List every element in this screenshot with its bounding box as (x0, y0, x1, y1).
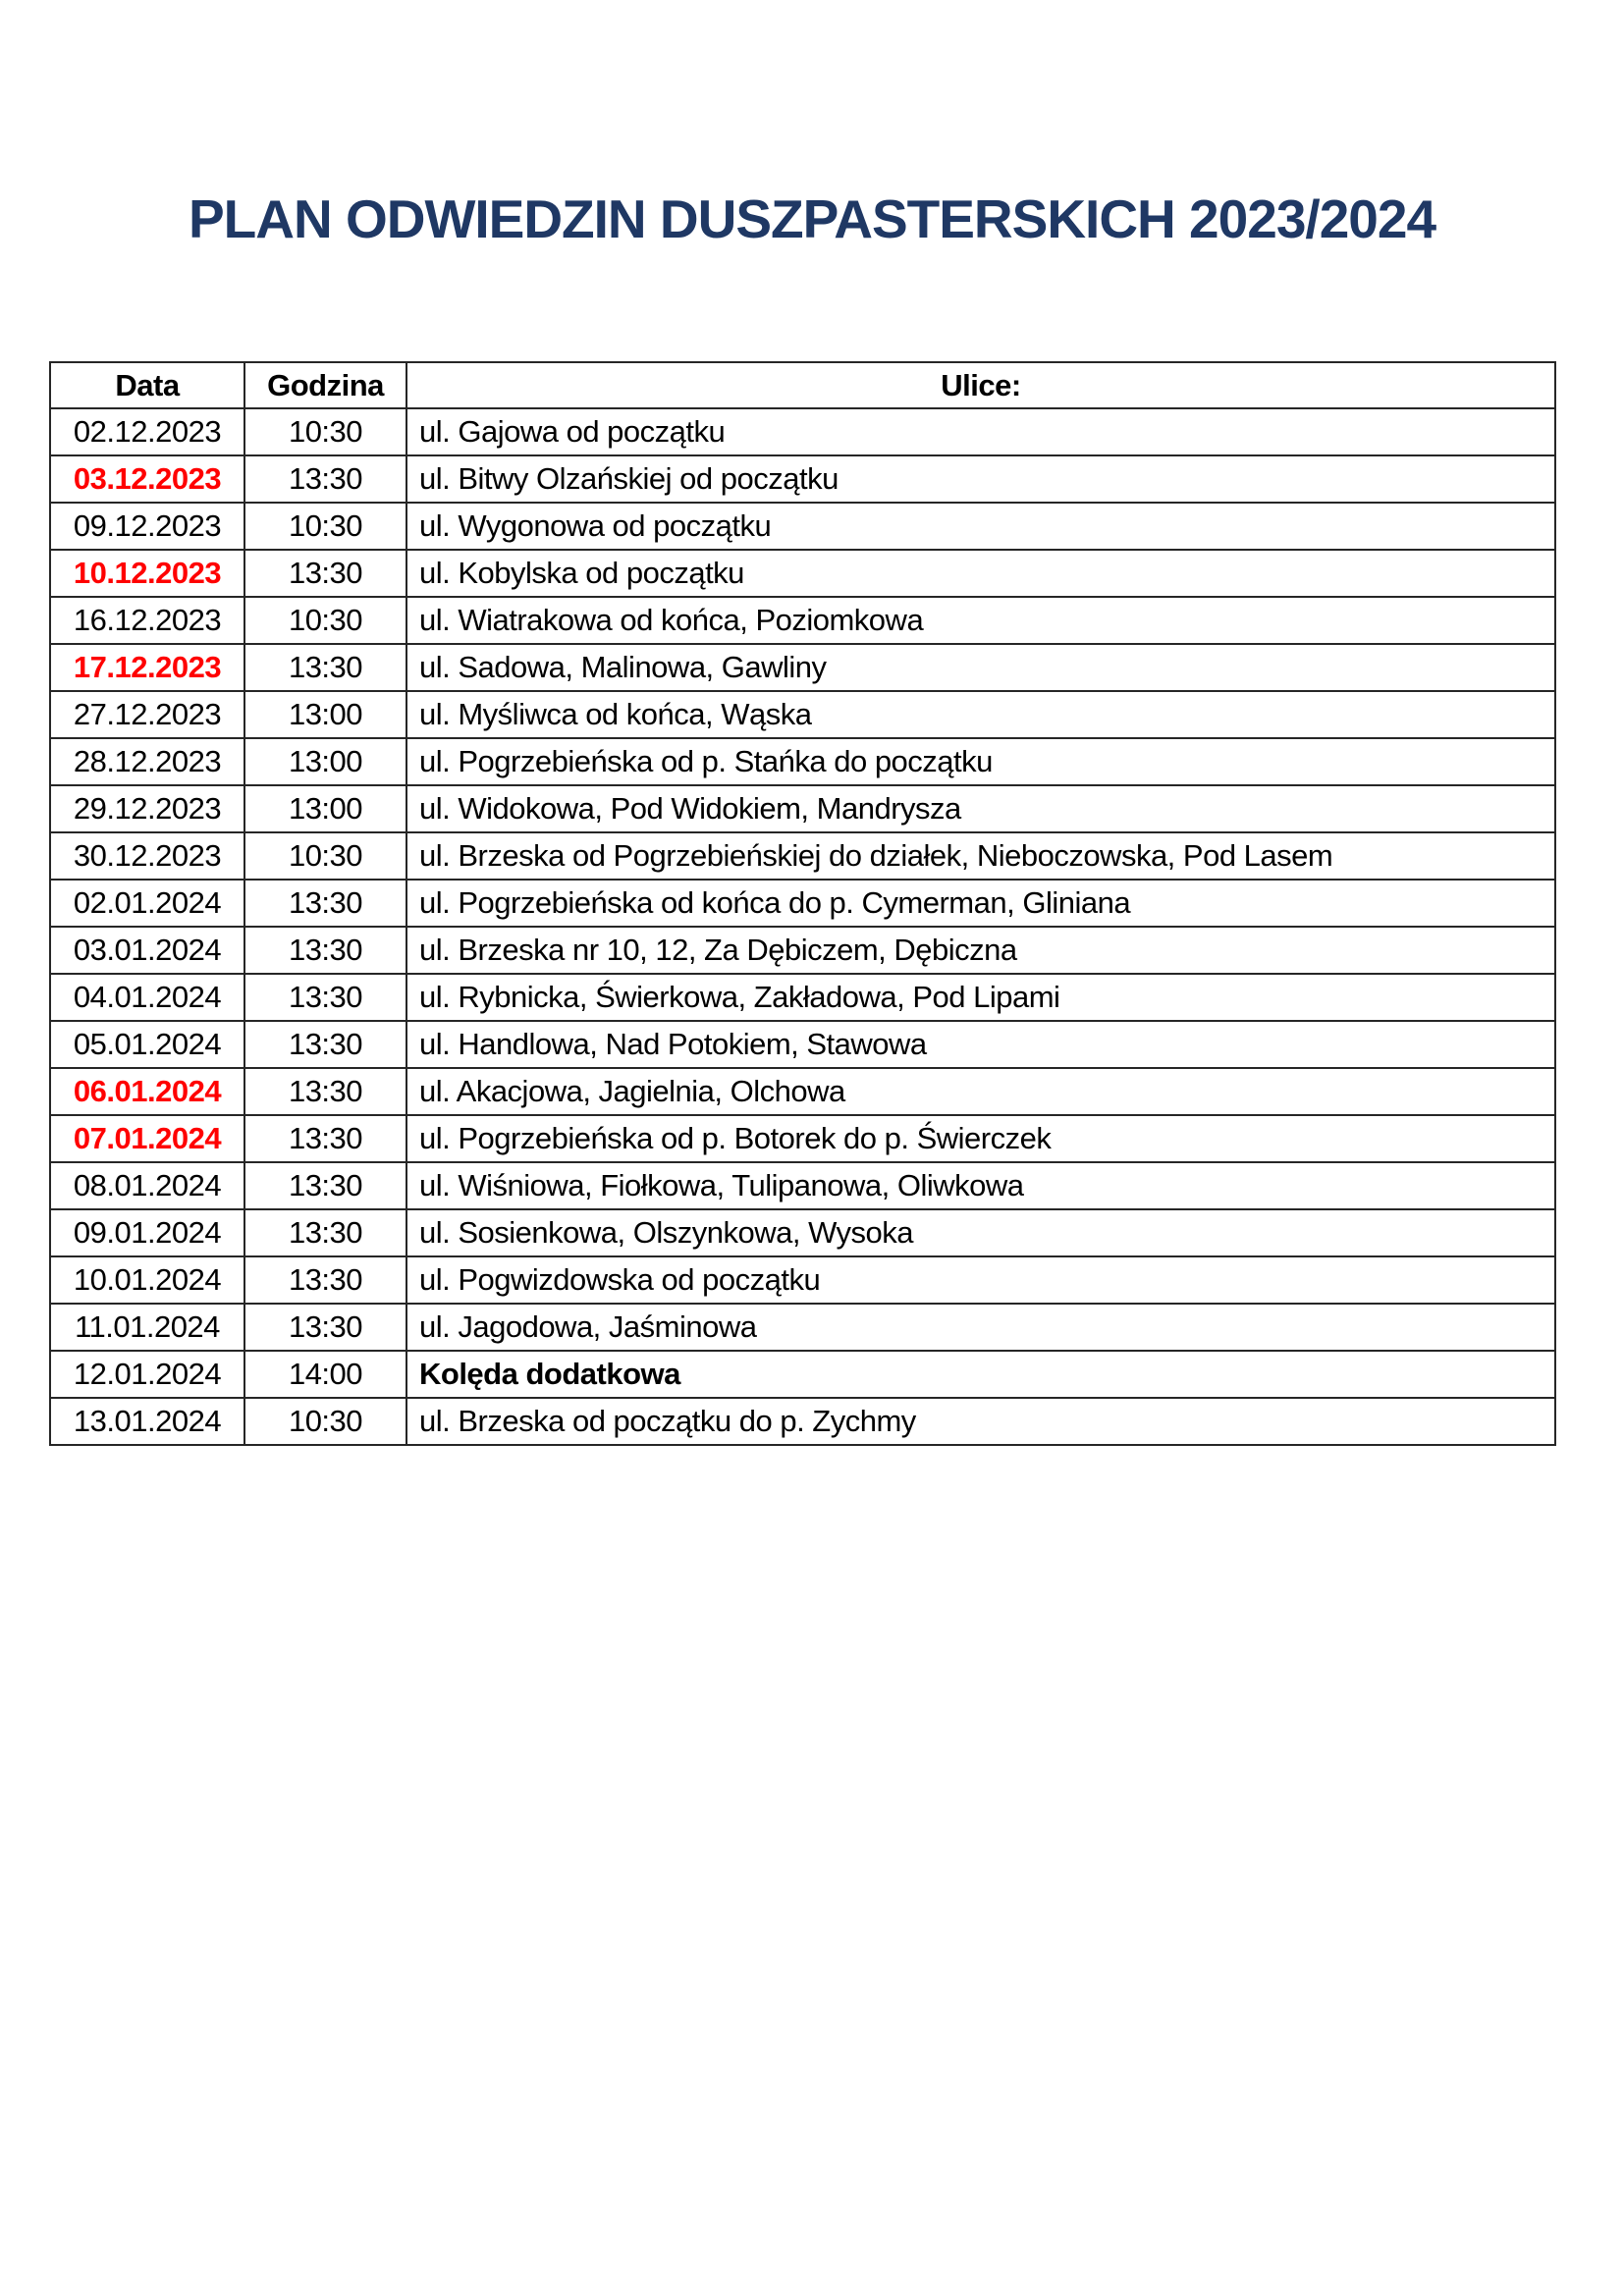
table-row (50, 927, 1555, 974)
streets-cell: ul. Wiatrakowa od końca, Poziomkowa (406, 597, 1555, 644)
time-cell: 13:30 (244, 644, 406, 691)
column-header-time: Godzina (244, 362, 406, 408)
time-cell: 13:00 (244, 785, 406, 832)
table-row (50, 691, 1555, 738)
table-row (50, 1304, 1555, 1351)
time-cell: 13:30 (244, 1021, 406, 1068)
table-row (50, 832, 1555, 880)
date-cell: 03.12.2023 (50, 455, 244, 503)
time-cell: 10:30 (244, 832, 406, 880)
time-cell: 13:30 (244, 974, 406, 1021)
streets-cell: ul. Akacjowa, Jagielnia, Olchowa (406, 1068, 1555, 1115)
date-cell: 06.01.2024 (50, 1068, 244, 1115)
time-cell: 13:30 (244, 550, 406, 597)
date-cell: 04.01.2024 (50, 974, 244, 1021)
date-cell: 08.01.2024 (50, 1162, 244, 1209)
streets-cell: ul. Brzeska od początku do p. Zychmy (406, 1398, 1555, 1445)
date-cell: 05.01.2024 (50, 1021, 244, 1068)
streets-cell: Kolęda dodatkowa (406, 1351, 1555, 1398)
table-row (50, 503, 1555, 550)
date-cell: 11.01.2024 (50, 1304, 244, 1351)
date-cell: 09.01.2024 (50, 1209, 244, 1256)
table-row (50, 1021, 1555, 1068)
time-cell: 13:30 (244, 880, 406, 927)
time-cell: 10:30 (244, 408, 406, 455)
time-cell: 10:30 (244, 1398, 406, 1445)
time-cell: 13:30 (244, 927, 406, 974)
table-row (50, 408, 1555, 455)
time-cell: 13:00 (244, 691, 406, 738)
streets-cell: ul. Myśliwca od końca, Wąska (406, 691, 1555, 738)
streets-cell: ul. Rybnicka, Świerkowa, Zakładowa, Pod Lipami (406, 974, 1555, 1021)
date-cell: 30.12.2023 (50, 832, 244, 880)
time-cell: 13:30 (244, 1304, 406, 1351)
date-cell: 28.12.2023 (50, 738, 244, 785)
table-row (50, 1115, 1555, 1162)
streets-cell: ul. Pogwizdowska od początku (406, 1256, 1555, 1304)
visit-schedule-table (49, 361, 1556, 1446)
time-cell: 13:30 (244, 1068, 406, 1115)
streets-cell: ul. Widokowa, Pod Widokiem, Mandrysza (406, 785, 1555, 832)
time-cell: 13:30 (244, 1115, 406, 1162)
date-cell: 02.01.2024 (50, 880, 244, 927)
streets-cell: ul. Brzeska od Pogrzebieńskiej do działek, Nieboczowska, Pod Lasem (406, 832, 1555, 880)
date-cell: 16.12.2023 (50, 597, 244, 644)
streets-cell: ul. Wygonowa od początku (406, 503, 1555, 550)
streets-cell: ul. Pogrzebieńska od p. Botorek do p. Świerczek (406, 1115, 1555, 1162)
table-row (50, 785, 1555, 832)
date-cell: 27.12.2023 (50, 691, 244, 738)
table-row (50, 455, 1555, 503)
table-body (50, 408, 1555, 1445)
table-row (50, 1068, 1555, 1115)
table-row (50, 644, 1555, 691)
date-cell: 29.12.2023 (50, 785, 244, 832)
date-cell: 10.01.2024 (50, 1256, 244, 1304)
table-row (50, 1209, 1555, 1256)
time-cell: 13:30 (244, 1209, 406, 1256)
table-row (50, 1256, 1555, 1304)
date-cell: 12.01.2024 (50, 1351, 244, 1398)
streets-cell: ul. Handlowa, Nad Potokiem, Stawowa (406, 1021, 1555, 1068)
table-row (50, 1398, 1555, 1445)
table-row (50, 550, 1555, 597)
streets-cell: ul. Sadowa, Malinowa, Gawliny (406, 644, 1555, 691)
date-cell: 10.12.2023 (50, 550, 244, 597)
table-header-row (50, 362, 1555, 408)
streets-cell: ul. Jagodowa, Jaśminowa (406, 1304, 1555, 1351)
time-cell: 13:30 (244, 1256, 406, 1304)
column-header-date: Data (50, 362, 244, 408)
page-title: PLAN ODWIEDZIN DUSZPASTERSKICH 2023/2024 (188, 188, 1436, 249)
streets-cell: ul. Kobylska od początku (406, 550, 1555, 597)
streets-cell: ul. Bitwy Olzańskiej od początku (406, 455, 1555, 503)
time-cell: 13:30 (244, 1162, 406, 1209)
time-cell: 10:30 (244, 597, 406, 644)
time-cell: 10:30 (244, 503, 406, 550)
time-cell: 13:00 (244, 738, 406, 785)
table-row (50, 880, 1555, 927)
streets-cell: ul. Gajowa od początku (406, 408, 1555, 455)
table-row (50, 974, 1555, 1021)
streets-cell: ul. Brzeska nr 10, 12, Za Dębiczem, Dębiczna (406, 927, 1555, 974)
time-cell: 14:00 (244, 1351, 406, 1398)
streets-cell: ul. Pogrzebieńska od p. Stańka do początku (406, 738, 1555, 785)
time-cell: 13:30 (244, 455, 406, 503)
table-row (50, 1162, 1555, 1209)
date-cell: 03.01.2024 (50, 927, 244, 974)
column-header-streets: Ulice: (406, 362, 1555, 408)
streets-cell: ul. Wiśniowa, Fiołkowa, Tulipanowa, Oliwkowa (406, 1162, 1555, 1209)
table-row (50, 738, 1555, 785)
date-cell: 07.01.2024 (50, 1115, 244, 1162)
date-cell: 09.12.2023 (50, 503, 244, 550)
streets-cell: ul. Pogrzebieńska od końca do p. Cymerman, Gliniana (406, 880, 1555, 927)
table-row (50, 597, 1555, 644)
date-cell: 17.12.2023 (50, 644, 244, 691)
date-cell: 02.12.2023 (50, 408, 244, 455)
table-row (50, 1351, 1555, 1398)
date-cell: 13.01.2024 (50, 1398, 244, 1445)
streets-cell: ul. Sosienkowa, Olszynkowa, Wysoka (406, 1209, 1555, 1256)
